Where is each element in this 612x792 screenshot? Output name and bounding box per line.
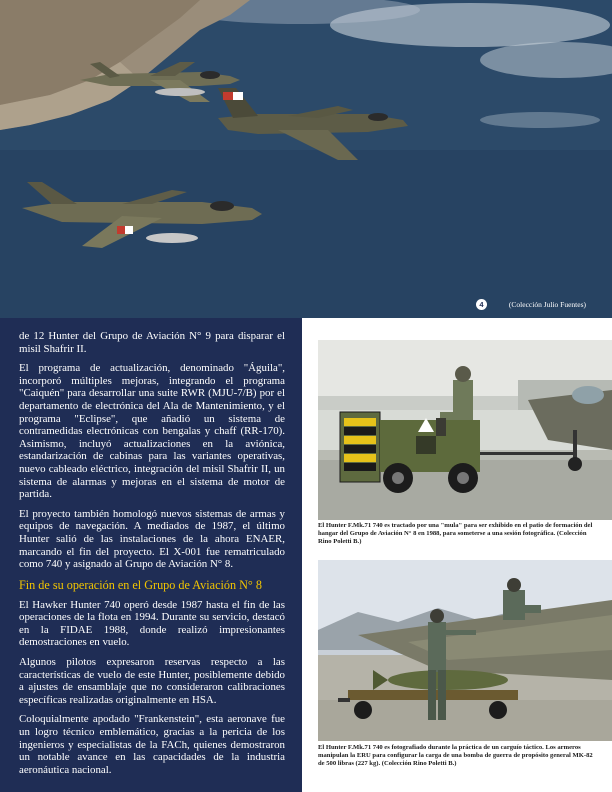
article-text-column: [0, 318, 302, 792]
paragraph: El programa de actualización, denominado "Águila", incorporó múltiples mejoras, integrando el programa "Caiquén" para desarrollar una suite RWR (MJU-7/B) por el departamento de electrónica del Ala de Mantenimiento, y el programa "Eclipse", que añadió un sistema de contramedidas electrónicas con bengalas y chaff (RR-170). Asimismo, incluyó actualizaciones en la aviónica, estandarización de cabinas para las variantes operativas, nuevo cableado eléctrico, integración del misil Shafrir II, un sistema de alarmas y mejoras en el sistema de motor de partida.: [19, 362, 285, 501]
photo-caption: El Hunter F.Mk.71 740 es fotografiado durante la práctica de un carguío táctico. Los armeros manipulan la ERU para configurar la carga de una bomba de guerra de propósito general MK-82 de 500 libras (227 kg). (Colección Rino Poletti B.): [318, 744, 593, 767]
paragraph: Coloquialmente apodado "Frankenstein", esta aeronave fue un logro técnico emblemático, gracias a la pericia de los ingenieros y especialistas de la FACh, quienes demostraron un notable avance en las capacidades de la industria aeronáutica nacional.: [19, 713, 285, 776]
section-heading: Fin de su operación en el Grupo de Aviación N° 8: [19, 577, 262, 592]
tractor-tow-photo: [318, 340, 612, 520]
figure-number-badge: 4: [476, 299, 487, 310]
weapons-loading-illustration: [318, 560, 612, 741]
photo-credit: (Colección Julio Fuentes): [508, 300, 586, 309]
paragraph: El Hawker Hunter 740 operó desde 1987 hasta el fin de las operaciones de la flota en 1994. Durante su servicio, destacó en la FIDAE 1988, donde realizó impresionantes demostraciones en vuelo.: [19, 598, 285, 649]
paragraph: de 12 Hunter del Grupo de Aviación N° 9 para disparar el misil Shafrir II.: [19, 330, 285, 355]
hero-photo: [0, 0, 612, 318]
weapons-loading-photo: [318, 560, 612, 741]
photo-column: [302, 318, 612, 792]
paragraph: Algunos pilotos expresaron reservas respecto a las características de vuelo de este Hunter, posiblemente debido a ajustes de ensamblaje que no consideraron calibraciones específicas realizadas originalmente en HSA.: [19, 656, 285, 706]
formation-flight-illustration: [0, 0, 612, 318]
paragraph: El proyecto también homologó nuevos sistemas de armas y equipos de navegación. A mediados de 1987, el último Hunter salió de las instalaciones de la ahora ENAER, marcando el fin del proyecto. El X-001 fue rematriculado como 740 y asignado al Grupo de Aviación N° 8.: [19, 507, 285, 571]
tractor-tow-illustration: [318, 340, 612, 520]
photo-caption: El Hunter F.Mk.71 740 es tractado por una "mula" para ser exhibido en el patio de formación del hangar del Grupo de Aviación N° 8 en 1988, para someterse a una sesión fotográfica. (Colección Rino Poletti B.): [318, 522, 593, 545]
